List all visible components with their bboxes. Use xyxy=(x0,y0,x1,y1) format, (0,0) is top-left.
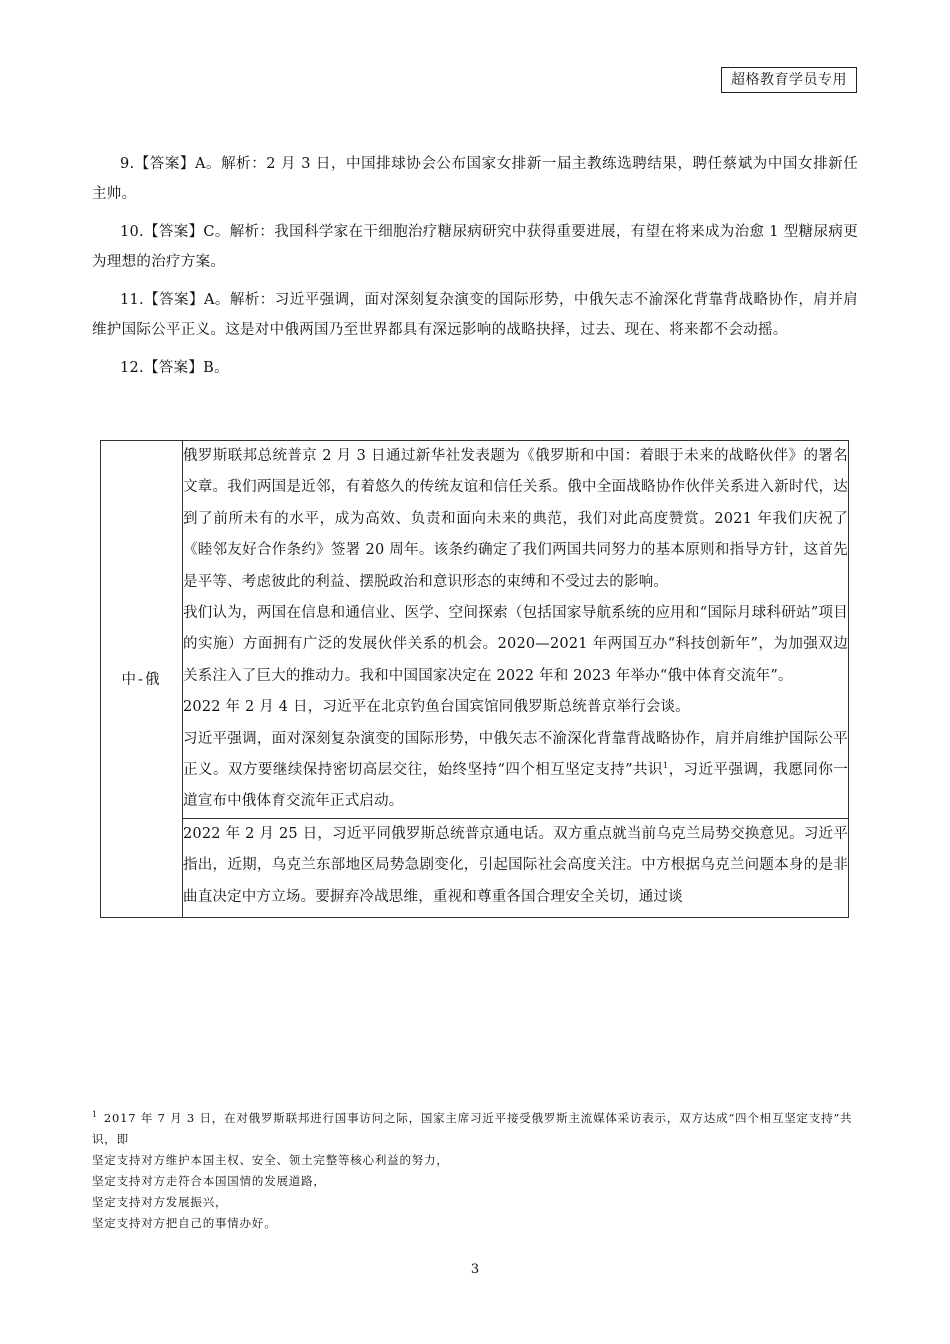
page-number: 3 xyxy=(470,1262,480,1277)
table-cell-main xyxy=(183,441,849,819)
footnote-mark: 1 xyxy=(92,1110,98,1119)
answer-list xyxy=(92,150,858,384)
table-row-label: 中-俄 xyxy=(101,441,183,918)
table-row xyxy=(101,441,849,819)
footnote-item: 坚定支持对方发展振兴， xyxy=(92,1194,228,1209)
watermark-badge: 超格教育学员专用 xyxy=(721,67,857,93)
answer-10: 10.【答案】C。解析：我国科学家在干细胞治疗糖尿病研究中获得重要进展，有望在将来成为治愈 1 型糖尿病更为理想的治疗方案。 xyxy=(92,224,858,270)
china-russia-table xyxy=(100,440,849,918)
paragraph-cooperation: 我们认为，两国在信息和通信业、医学、空间探索（包括国家导航系统的应用和“国际月球科研站”项目的实施）方面拥有广泛的发展伙伴关系的机会。2020—2021 年两国互办“科技创新年”，为加强双边关系注入了巨大的推动力。我和中国国家决定在 2022 年和 2023 年举办“俄中体育交流年”。 xyxy=(183,605,848,684)
xi-emphasis-text: 习近平强调，面对深刻复杂演变的国际形势，中俄矢志不渝深化背靠背战略协作，肩并肩维护国际公平正义。双方要继续保持密切高层交往，始终坚持“四个相互坚定支持”共识 xyxy=(183,730,848,779)
answer-12: 12.【答案】B。 xyxy=(120,360,229,376)
footnote-ref[interactable]: 1 xyxy=(663,761,669,771)
paragraph-talks: 2022 年 2 月 4 日，习近平在北京钓鱼台国宾馆同俄罗斯总统普京举行会谈。 xyxy=(183,699,690,716)
table-cell-phone-call xyxy=(183,818,849,917)
footnote-item: 坚定支持对方维护本国主权、安全、领土完整等核心利益的努力， xyxy=(92,1152,449,1167)
footnote-line: 2017 年 7 月 3 日，在对俄罗斯联邦进行国事访问之际，国家主席习近平接受俄罗斯主流媒体采访表示，双方达成“四个相互坚定支持”共识，即 xyxy=(92,1110,853,1146)
answer-11: 11.【答案】A。解析：习近平强调，面对深刻复杂演变的国际形势，中俄矢志不渝深化背靠背战略协作，肩并肩维护国际公平正义。这是对中俄两国乃至世界都具有深远影响的战略抉择，过去、现在、将来都不会动摇。 xyxy=(92,292,858,338)
table-row xyxy=(101,818,849,917)
xi-emphasis-text-end: ，习近平强调，我愿同你一道宣布中俄体育交流年正式启动。 xyxy=(183,762,848,810)
footnote-intro xyxy=(92,1104,862,1150)
answer-9: 9.【答案】A。解析：2 月 3 日，中国排球协会公布国家女排新一届主教练选聘结果，聘任蔡斌为中国女排新任主帅。 xyxy=(92,156,858,202)
paragraph-phone-call: 2022 年 2 月 25 日，习近平同俄罗斯总统普京通电话。双方重点就当前乌克兰局势交换意见。习近平指出，近期，乌克兰东部地区局势急剧变化，引起国际社会高度关注。中方根据乌克兰问题本身的是非曲直决定中方立场。要摒弃冷战思维，重视和尊重各国合理安全关切，通过谈 xyxy=(183,825,848,905)
footnote-item: 坚定支持对方走符合本国国情的发展道路， xyxy=(92,1173,326,1188)
footnote-item: 坚定支持对方把自己的事情办好。 xyxy=(92,1215,277,1230)
paragraph-putin-article: 俄罗斯联邦总统普京 2 月 3 日通过新华社发表题为《俄罗斯和中国：着眼于未来的战略伙伴》的署名文章。我们两国是近邻，有着悠久的传统友谊和信任关系。俄中全面战略协作伙伴关系进入新时代，达到了前所未有的水平，成为高效、负责和面向未来的典范，我们对此高度赞赏。2021 年我们庆祝了《睦邻友好合作条约》签署 20 周年。该条约确定了我们两国共同努力的基本原则和指导方针，这首先是平等、考虑彼此的利益、摆脱政治和意识形态的束缚和不受过去的影响。 xyxy=(183,448,848,590)
paragraph-xi-emphasis xyxy=(183,724,848,818)
footnote xyxy=(92,1104,862,1234)
